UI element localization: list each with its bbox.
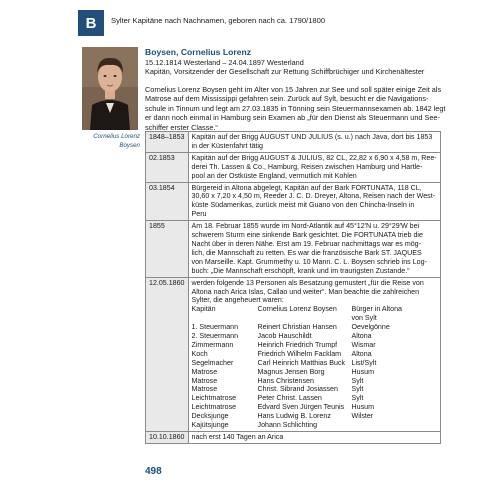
biography-paragraph (145, 85, 446, 132)
portrait-illustration (82, 47, 138, 130)
text-line: buch: „Die Mannschaft erschöpft, krank und im traurigsten Zustande.“ (191, 266, 410, 275)
text-cell (188, 432, 440, 444)
text-line: pool an der Ostküste England, vermutlich mit Kohlen (191, 171, 357, 180)
crew-origin: Oevelgönne (351, 323, 390, 332)
bio-line: Cornelius Lorenz Boysen geht im Alter von 15 Jahren zur See und soll später einige Zeit als (145, 85, 442, 94)
text-line: Peru (191, 210, 207, 219)
text-line: in der Küstenfahrt tätig (191, 141, 263, 150)
crew-name: Christ. Sibrand Josiassen (257, 385, 338, 394)
life-dates: 15.12.1814 Westerland – 24.04.1897 Westerland (145, 58, 304, 67)
text-cell (188, 132, 440, 153)
crew-role: Matrose (191, 367, 218, 376)
crew-origin: Husum (351, 367, 374, 376)
crew-role: Segelmacher (191, 358, 234, 367)
occupation: Kapitän, Vorsitzender der Gesellschaft zur Rettung Schiffbrüchiger und Kirchenältester (145, 67, 425, 77)
section-letter-badge (78, 10, 104, 36)
table-row (146, 432, 441, 444)
crew-origin: List/Sylt (351, 358, 377, 367)
crew-role: Matrose (191, 376, 218, 385)
text-line: von Marseille. Kapt. Grummethy u. 10 Mann. C. L. Boysen schrieb ins Log- (191, 257, 427, 266)
table-row (146, 277, 441, 431)
crew-role: 2. Steuermann (191, 332, 239, 341)
crew-origin (352, 421, 422, 430)
text-line: Altona nach Arica Islas, Callao und weiter“. Man beachte die zahlreichen (191, 287, 420, 296)
text-line: Am 18. Februar 1855 wurde im Nord-Atlantik auf 45°12'N u. 29°29'W bei (191, 222, 420, 231)
text-line: lich, die Mannschaft zu retten. Es war die französische Bark ST. JAQUES (191, 248, 422, 257)
bio-line: schiffer erster Classe.“ (145, 122, 218, 132)
text-line: Bürgereid in Altona abgelegt, Kapitän auf der Bark FORTUNATA, 118 CL, (191, 183, 422, 192)
crew-role: Matrose (191, 385, 218, 394)
crew-name: Heinrich Friedrich Trumpf (257, 340, 338, 349)
portrait-caption (80, 133, 140, 150)
text-line: küste Südamerikas, zurück meist mit Guano von den Chincha-Inseln in (191, 201, 415, 210)
crew-name: Friedrich Wilhelm Facklam (257, 349, 342, 358)
text-line: Sylter, die angeheuert waren: (191, 296, 284, 305)
bio-line: schule in Tinnum und legt am 27.03.1835 in Tönning sein Steuermannsexamen ab. 1842 legt (145, 103, 446, 113)
crew-origin: Sylt (351, 376, 364, 385)
crew-name: Johann Schlichting (257, 421, 318, 430)
text-line: 30,60 x 7,20 x 4,50 m, Reeder J. C. D. Dreyer, Altona, Reisen nach der West- (191, 192, 436, 201)
table-row (146, 152, 441, 182)
text-line: derei Th. Lassen & Co., Hamburg, Reisen zwischen Hamburg und Hartle- (191, 162, 423, 171)
running-title: Sylter Kapitäne nach Nachnamen, geboren nach ca. 1790/1800 (111, 16, 326, 25)
crew-origin: von Sylt (351, 314, 377, 323)
crew-role (192, 314, 258, 323)
crew-name (258, 314, 352, 323)
crew-role: Decksjunge (191, 412, 229, 421)
crew-origin: Husum (351, 403, 374, 412)
crew-origin: Sylt (351, 394, 364, 403)
date-cell: 1848–1853 (146, 132, 189, 153)
crew-name: Reinert Christian Hansen (257, 323, 337, 332)
date-cell: 12.05.1860 (146, 277, 189, 431)
text-line: Kapitän auf der Brigg AUGUST & JULIUS, 82 CL, 22,82 x 6,90 x 4,58 m, Ree- (191, 153, 437, 162)
crew-role: Leichtmatrose (191, 394, 237, 403)
crew-origin: Altona (351, 349, 372, 358)
crew-role: Koch (191, 349, 208, 358)
crew-role: Leichtmatrose (191, 403, 237, 412)
crew-name: Magnus Jensen Borg (257, 367, 325, 376)
caption-line: Cornelius Lorenz (93, 133, 140, 140)
crew-name: Jacob Hauschildt (257, 332, 312, 341)
career-table (145, 131, 441, 444)
text-cell (188, 277, 440, 431)
table-row (146, 132, 441, 153)
text-line: Kapitän auf der Brigg AUGUST UND JULIUS (s. u.) nach Java, dort bis 1853 (191, 133, 433, 141)
section-letter: B (85, 14, 97, 32)
date-cell: 03.1854 (146, 182, 189, 221)
crew-name: Hans Ludwig B. Lorenz (257, 412, 331, 421)
entry-meta (145, 58, 424, 76)
text-cell (188, 182, 440, 221)
portrait-image (82, 47, 138, 130)
table-row (146, 221, 441, 277)
date-cell: 10.10.1860 (146, 432, 189, 444)
crew-list (192, 305, 437, 430)
crew-role: Kapitän (191, 305, 216, 314)
entry-name: Boysen, Cornelius Lorenz (145, 47, 252, 57)
crew-role: Zimmermann (191, 340, 234, 349)
crew-name: Carl Heinrich Matthias Buck (257, 358, 346, 367)
bio-line: er dann noch einmal in Hamburg sein Examen ab „für den Dienst als Steuermann und See- (145, 113, 440, 123)
crew-name: Peter Christ. Lassen (257, 394, 322, 403)
text-line: nach erst 140 Tagen an Arica (191, 433, 284, 441)
bio-line: Matrose auf dem Mississippi gefahren sein. Zurück auf Sylt, besucht er die Navigations- (145, 94, 429, 104)
table-row (146, 182, 441, 221)
caption-line: Boysen (119, 141, 140, 149)
text-line: schwerem Sturm eine sinkende Bark gesichtet. Die FORTUNATA trieb die (191, 231, 423, 240)
crew-origin: Wilster (351, 412, 374, 421)
crew-origin: Wismar (351, 340, 376, 349)
page-number: 498 (145, 466, 162, 477)
text-line: Nacht über in deren Nähe. Erst am 19. Februar nachmittags war es mög- (191, 239, 421, 248)
crew-origin: Altona (351, 332, 372, 341)
text-cell (188, 221, 440, 277)
date-cell: 02.1853 (146, 152, 189, 182)
date-cell: 1855 (146, 221, 189, 277)
crew-role: Kajütsjunge (191, 421, 229, 430)
crew-name: Cornelius Lorenz Boysen (257, 305, 337, 314)
crew-name: Hans Christensen (257, 376, 314, 385)
crew-origin: Bürger in Altona (351, 305, 402, 314)
crew-origin: Sylt (351, 385, 364, 394)
text-cell (188, 152, 440, 182)
crew-role: 1. Steuermann (191, 323, 239, 332)
crew-name: Edvard Sven Jürgen Teunis (257, 403, 345, 412)
text-line: werden folgende 13 Personen als Besatzung gemustert „für die Reise von (191, 278, 424, 287)
